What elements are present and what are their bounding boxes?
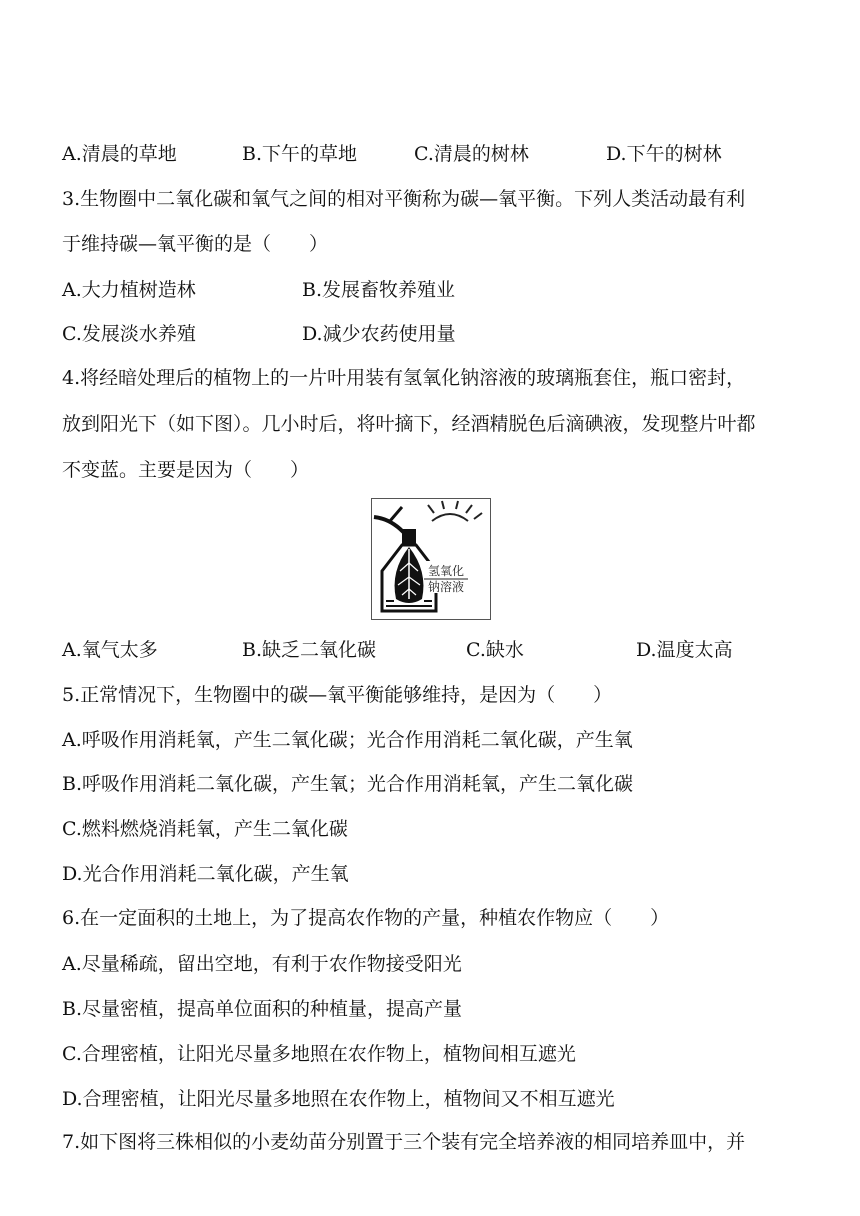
figure-label-line2: 钠溶液 xyxy=(428,580,465,594)
q2-option-c: C.清晨的树林 xyxy=(414,143,529,165)
q6-option-a: A.尽量稀疏，留出空地，有利于农作物接受阳光 xyxy=(62,953,462,975)
bottle-leaf-illustration xyxy=(372,499,490,619)
q3-option-a: A.大力植树造林 xyxy=(62,279,196,301)
q5-option-a: A.呼吸作用消耗氧，产生二氧化碳；光合作用消耗二氧化碳，产生氧 xyxy=(62,729,633,751)
q7-stem-line1: 7.如下图将三株相似的小麦幼苗分别置于三个装有完全培养液的相同培养皿中，并 xyxy=(62,1131,746,1153)
q4-option-b: B.缺乏二氧化碳 xyxy=(242,639,377,661)
q4-stem-line1: 4.将经暗处理后的植物上的一片叶用装有氢氧化钠溶液的玻璃瓶套住，瓶口密封， xyxy=(62,367,746,389)
q4-stem-line3: 不变蓝。主要是因为（ ） xyxy=(62,459,310,481)
q3-stem-line1: 3.生物圈中二氧化碳和氧气之间的相对平衡称为碳—氧平衡。下列人类活动最有利 xyxy=(62,188,746,210)
q4-stem-line2: 放到阳光下（如下图）。几小时后，将叶摘下，经酒精脱色后滴碘液，发现整片叶都 xyxy=(62,413,756,435)
q6-option-d: D.合理密植，让阳光尽量多地照在农作物上，植物间又不相互遮光 xyxy=(62,1088,615,1110)
q4-option-a: A.氧气太多 xyxy=(62,639,158,661)
q3-option-d: D.减少农药使用量 xyxy=(302,323,456,345)
sun-icon xyxy=(428,501,482,521)
q2-option-d: D.下午的树林 xyxy=(606,143,722,165)
q5-stem: 5.正常情况下，生物圈中的碳—氧平衡能够维持，是因为（ ） xyxy=(62,684,613,706)
q2-option-a: A.清晨的草地 xyxy=(62,143,177,165)
q3-option-b: B.发展畜牧养殖业 xyxy=(302,279,456,301)
q2-option-b: B.下午的草地 xyxy=(242,143,358,165)
q5-option-d: D.光合作用消耗二氧化碳，产生氧 xyxy=(62,863,349,885)
q4-option-d: D.温度太高 xyxy=(636,639,733,661)
q6-option-b: B.尽量密植，提高单位面积的种植量，提高产量 xyxy=(62,998,463,1020)
figure-label-line1: 氢氧化 xyxy=(428,564,465,578)
q3-option-c: C.发展淡水养殖 xyxy=(62,323,196,345)
q5-option-c: C.燃料燃烧消耗氧，产生二氧化碳 xyxy=(62,818,348,840)
bottle-leaf-figure xyxy=(371,498,491,620)
q6-stem: 6.在一定面积的土地上，为了提高农作物的产量，种植农作物应（ ） xyxy=(62,907,670,929)
q5-option-b: B.呼吸作用消耗二氧化碳，产生氧；光合作用消耗氧，产生二氧化碳 xyxy=(62,773,634,795)
q6-option-c: C.合理密植，让阳光尽量多地照在农作物上，植物间相互遮光 xyxy=(62,1043,576,1065)
q4-option-c: C.缺水 xyxy=(466,639,524,661)
q3-stem-line2: 于维持碳—氧平衡的是（ ） xyxy=(62,233,329,255)
